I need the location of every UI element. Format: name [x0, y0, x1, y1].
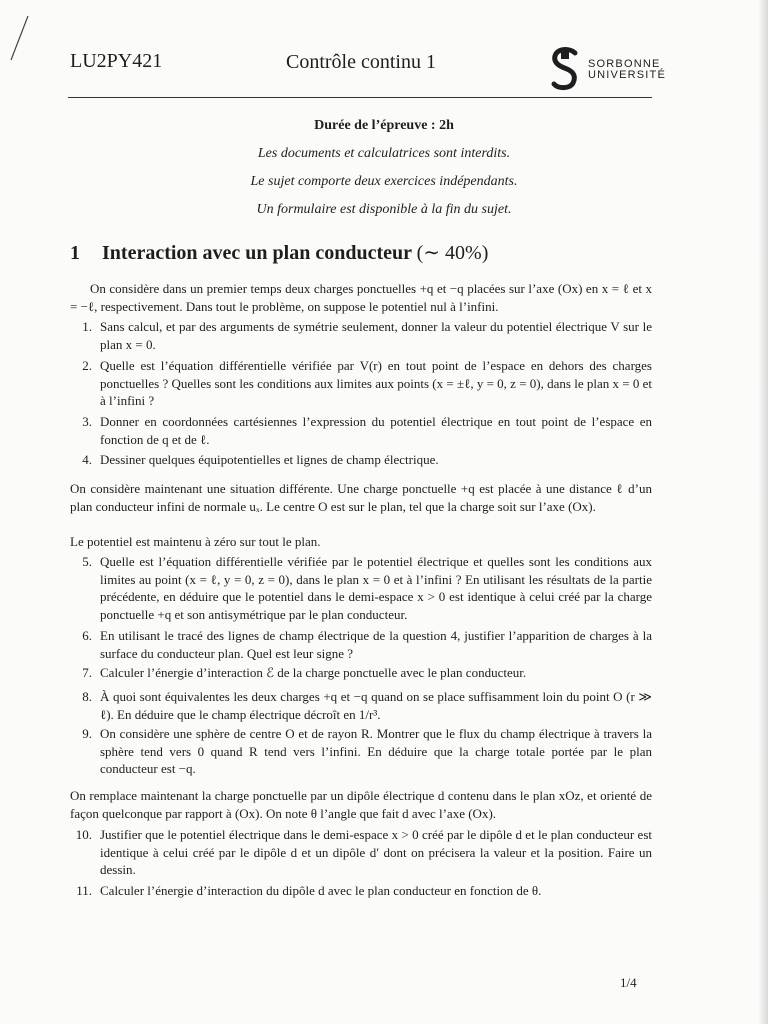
question-text: Dessiner quelques équipotentielles et lignes de champ électrique.: [100, 452, 439, 467]
paragraph: Le potentiel est maintenu à zéro sur tout le plan.: [70, 534, 321, 549]
question-text: Quelle est l’équation différentielle vérifiée par V(r) en tout point de l’espace en dehors des charges ponctuelles ? Quelles sont les conditions aux limites aux points (x = ±ℓ, y = 0, z = 0), dans le plan x = 0 et à l’infini ?: [100, 358, 652, 408]
question-number: 4.: [82, 452, 92, 467]
section-number: 1: [70, 242, 80, 264]
instruction-note: Les documents et calculatrices sont interdits.: [257, 146, 511, 161]
question-text: Justifier que le potentiel électrique dans le demi-espace x > 0 créé par le dipôle d et le plan conducteur est identique à celui créé par le dipôle d et un dipôle d′ dont on précisera la valeur et la position. Faire un dessin.: [100, 827, 652, 877]
logo-line-1: SORBONNE: [588, 58, 661, 70]
header-rule: [68, 97, 652, 98]
question-number: 6.: [82, 628, 92, 643]
section-weight: (∼ 40%): [416, 242, 489, 264]
question-text: À quoi sont équivalentes les deux charges +q et −q quand on se place suffisamment loin du point O (r ≫ ℓ). En déduire que le champ électrique décroît en 1/r³.: [100, 689, 652, 722]
question-item: [70, 318, 652, 353]
question-text: En utilisant le tracé des lignes de champ électrique de la question 4, justifier l’apparition de charges à la surface du conducteur plan. Quel est leur signe ?: [100, 628, 652, 661]
question-number: 9.: [82, 726, 92, 741]
course-code: LU2PY421: [70, 50, 163, 72]
question-item: [70, 553, 652, 623]
exam-title: Contrôle continu 1: [286, 51, 436, 73]
question-text: Calculer l’énergie d’interaction du dipôle d avec le plan conducteur en fonction de θ.: [100, 883, 542, 898]
question-item: [70, 664, 652, 682]
question-number: 10.: [75, 827, 92, 842]
section-heading: [70, 240, 488, 265]
question-text: On considère une sphère de centre O et de rayon R. Montrer que le flux du champ électrique à travers la sphère tend vers 0 quand R tend vers l’infini. En déduire que la charge totale portée par le plan conducteur est −q.: [100, 726, 652, 776]
paragraph: On considère maintenant une situation différente. Une charge ponctuelle +q est placée à une distance ℓ d’un plan conducteur infini de normale uₓ. Le centre O est sur le plan, tel que la charge soit sur l’axe (Ox).: [70, 481, 652, 514]
question-text: Quelle est l’équation différentielle vérifiée par le potentiel électrique et quelles sont les conditions aux limites au point (x = ℓ, y = 0, z = 0), dans le plan x = 0 et à l’infini ? En utilisant les résultats de la partie précédente, en déduire que le potentiel dans le demi-espace x > 0 est identique à celui créé par la charge ponctuelle +q et son antisymétrique par le plan conducteur.: [100, 554, 652, 622]
question-number: 11.: [76, 883, 92, 898]
question-text: Sans calcul, et par des arguments de symétrie seulement, donner la valeur du potentiel électrique V sur le plan x = 0.: [100, 319, 652, 352]
question-number: 8.: [82, 689, 92, 704]
paragraph: On considère dans un premier temps deux charges ponctuelles +q et −q placées sur l’axe (Ox) en x = ℓ et x = −ℓ, respectivement. Dans tout le problème, on suppose le potentiel nul à l’infini.: [70, 281, 652, 314]
question-number: 5.: [82, 554, 92, 569]
question-text: Calculer l’énergie d’interaction ℰ de la charge ponctuelle avec le plan conducteur.: [100, 665, 527, 680]
question-item: [70, 357, 652, 410]
sorbonne-logo: [548, 47, 666, 93]
section-title: Interaction avec un plan conducteur: [102, 242, 412, 264]
instruction-note: Le sujet comporte deux exercices indépendants.: [250, 174, 518, 189]
question-item: [70, 882, 652, 900]
question-number: 3.: [82, 414, 92, 429]
page-number: 1/4: [620, 975, 637, 990]
pen-stroke-mark: [8, 14, 30, 64]
question-number: 1.: [82, 319, 92, 334]
question-item: [70, 627, 652, 662]
sorbonne-logo-icon: [548, 47, 582, 93]
question-item: [70, 688, 652, 723]
question-text: Donner en coordonnées cartésiennes l’expression du potentiel électrique en tout point de l’espace en fonction de q et de ℓ.: [100, 414, 652, 447]
question-item: [70, 725, 652, 778]
question-number: 7.: [82, 665, 92, 680]
question-item: [70, 451, 652, 469]
paragraph: On remplace maintenant la charge ponctuelle par un dipôle électrique d contenu dans le plan xOz, et orienté de façon quelconque par rapport à (Ox). On note θ l’angle que fait d avec l’axe (Ox).: [70, 788, 652, 821]
question-number: 2.: [82, 358, 92, 373]
instruction-note: Un formulaire est disponible à la fin du sujet.: [256, 202, 512, 217]
question-item: [70, 826, 652, 879]
question-item: [70, 413, 652, 448]
exam-duration: Durée de l’épreuve : 2h: [314, 118, 454, 133]
logo-line-2: UNIVERSITÉ: [588, 69, 667, 81]
